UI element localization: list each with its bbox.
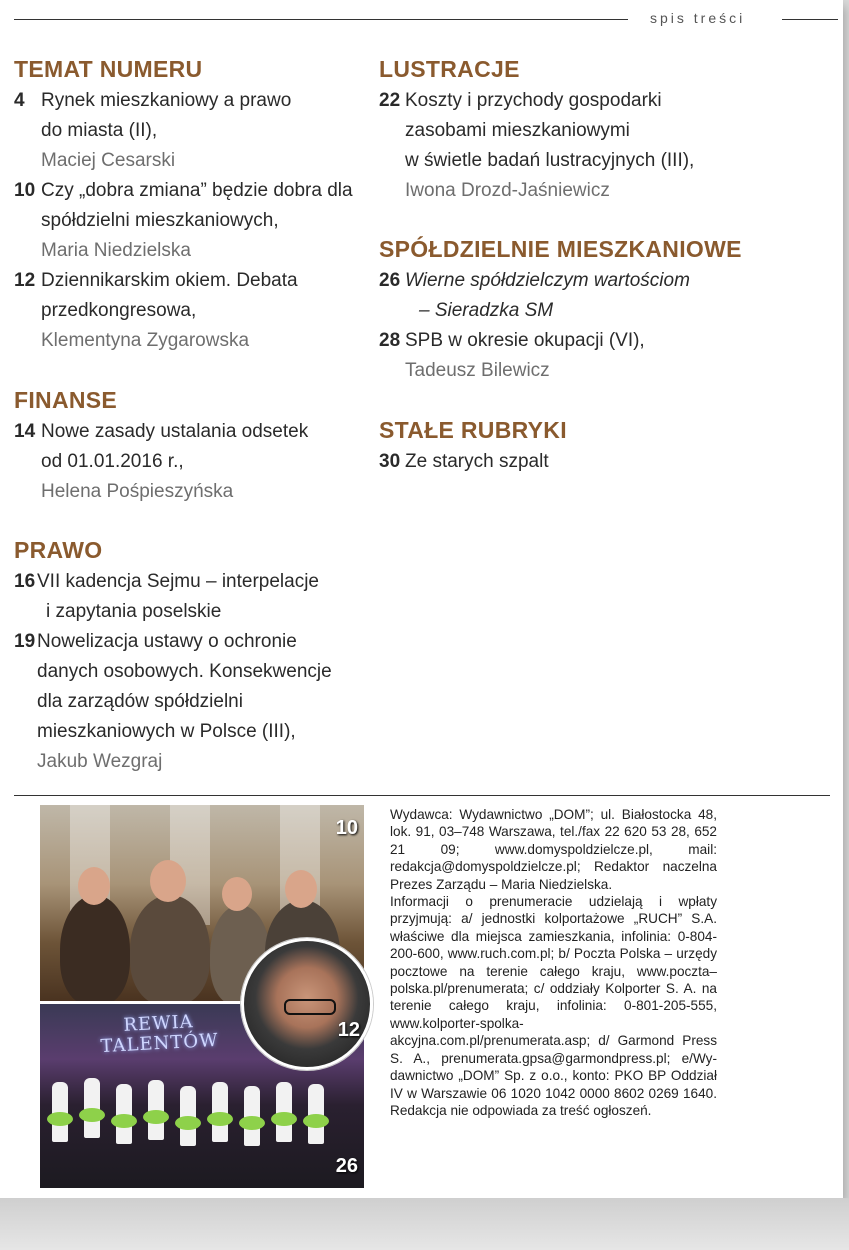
header-rule-right	[782, 19, 838, 20]
photo-page-number: 10	[335, 817, 358, 839]
page-number: 10	[14, 180, 36, 201]
photo-page-number: 12	[337, 1019, 360, 1041]
skirt-shape	[47, 1112, 73, 1126]
entry-title-line: danych osobowych. Konsekwencje	[37, 661, 332, 682]
page-number: 30	[379, 451, 401, 472]
toc-entry[interactable]	[14, 266, 298, 356]
colophon-subscription: Informacji o prenumeracie udzielają i wpłaty przyjmują: a/ jednostki kolportażowe „RUCH” S.A. właściwe dla miejsca zamieszkania, infolinia: 0-804-200-600, www.ruch.com.pl; b/ Poczta Polska – urzędy pocztowe na terenie całego kraju, www.poczta–polska.pl/prenumerata; c/ oddziały Kolporter S. A. na terenie całego kraju, infolinia: 0-801-205-555, www.kolporter-spolka-akcyjna.com.pl/prenumerata.asp; d/ Garmond Press S. A., prenumerata.gpsa@garmondpress.pl; e/Wydawnictwo „DOM” Sp. z o.o., konto: PKO BP Oddział IV w Warszawie 06 1020 1042 0000 8602 0269 1640. Redakcja nie odpowiada za treść ogłoszeń.	[390, 894, 717, 1118]
entry-author: Klementyna Zygarowska	[41, 330, 250, 351]
page-number: 12	[14, 270, 36, 291]
page-number: 4	[14, 90, 25, 111]
skirt-shape	[207, 1112, 233, 1126]
section-title-temat-numeru: TEMAT NUMERU	[14, 56, 203, 82]
entry-title-line: spółdzielni mieszkaniowych,	[41, 210, 279, 231]
entry-author: Iwona Drozd-Jaśniewicz	[405, 180, 610, 201]
section-title-stale-rubryki: STAŁE RUBRYKI	[379, 417, 567, 443]
face-shape	[78, 867, 110, 905]
entry-title-line: Nowe zasady ustalania odsetek	[41, 421, 309, 442]
page-number: 28	[379, 330, 401, 351]
skirt-shape	[111, 1114, 137, 1128]
toc-entry[interactable]	[14, 86, 291, 176]
skirt-shape	[175, 1116, 201, 1130]
page-number: 14	[14, 421, 36, 442]
page-number: 16	[14, 571, 36, 592]
colophon-publisher: Wydawca: Wydawnictwo „DOM”; ul. Białostocka 48, lok. 91, 03–748 Warszawa, tel./fax 22 620 53 28, 652 21 09; www.domyspoldzielcze.pl, mail: redakcja@domyspoldzielcze.pl; Redaktor naczelna Prezes Zarządu – Maria Niedzielska.	[390, 807, 717, 892]
toc-entry[interactable]	[379, 266, 690, 326]
entry-title-line: mieszkaniowych w Polsce (III),	[37, 721, 296, 742]
skirt-shape	[303, 1114, 329, 1128]
entry-title-line: dla zarządów spółdzielni	[37, 691, 243, 712]
face-shape	[222, 877, 252, 911]
section-divider	[14, 795, 830, 796]
page-number: 26	[379, 270, 401, 291]
photo-page-number: 26	[335, 1155, 358, 1177]
skirt-shape	[271, 1112, 297, 1126]
entry-author: Maria Niedzielska	[41, 240, 191, 261]
entry-title-line: w świetle badań lustracyjnych (III),	[405, 150, 695, 171]
photo-portrait	[241, 938, 373, 1070]
entry-author: Helena Pośpieszyńska	[41, 481, 234, 502]
toc-entry[interactable]	[379, 447, 549, 477]
page-header-title: spis treści	[650, 10, 746, 26]
toc-entry[interactable]	[14, 567, 319, 627]
page-shadow	[0, 1198, 849, 1250]
entry-title-line: Rynek mieszkaniowy a prawo	[41, 90, 292, 111]
toc-entry[interactable]	[379, 86, 694, 206]
face-shape	[285, 870, 317, 908]
skirt-shape	[239, 1116, 265, 1130]
skirt-shape	[143, 1110, 169, 1124]
entry-title-line: od 01.01.2016 r.,	[41, 451, 184, 472]
page-number: 22	[379, 90, 401, 111]
section-title-lustracje: LUSTRACJE	[379, 56, 520, 82]
toc-entry[interactable]	[14, 627, 332, 777]
section-title-finanse: FINANSE	[14, 387, 118, 413]
toc-entry[interactable]	[379, 326, 645, 386]
section-title-prawo: PRAWO	[14, 537, 103, 563]
entry-title-line: Wierne spółdzielczym wartościom	[405, 270, 690, 291]
person-shape	[130, 895, 210, 1001]
section-title-spoldzielnie: SPÓŁDZIELNIE MIESZKANIOWE	[379, 236, 742, 262]
entry-title-line: Nowelizacja ustawy o ochronie	[37, 631, 297, 652]
page-number: 19	[14, 631, 36, 652]
entry-title-line: do miasta (II),	[41, 120, 158, 141]
entry-title-line: przedkongresowa,	[41, 300, 197, 321]
entry-title-line: VII kadencja Sejmu – interpelacje	[37, 571, 319, 592]
entry-author: Jakub Wezgraj	[37, 751, 163, 772]
skirt-shape	[79, 1108, 105, 1122]
toc-entry[interactable]	[14, 176, 353, 266]
entry-author: Maciej Cesarski	[41, 150, 176, 171]
entry-title-line: i zapytania poselskie	[46, 601, 222, 622]
entry-title-line: Ze starych szpalt	[405, 451, 549, 472]
entry-title-line: Czy „dobra zmiana” będzie dobra dla	[41, 180, 353, 201]
entry-title-line: Koszty i przychody gospodarki	[405, 90, 662, 111]
entry-title-line: zasobami mieszkaniowymi	[405, 120, 630, 141]
header-rule-left	[14, 19, 628, 20]
publisher-colophon	[390, 806, 717, 1119]
banner-text	[99, 1011, 219, 1057]
person-shape	[60, 895, 130, 1001]
banner-line: REWIA	[122, 1011, 195, 1036]
entry-author: Tadeusz Bilewicz	[405, 360, 550, 381]
entry-title-line: SPB w okresie okupacji (VI),	[405, 330, 645, 351]
toc-entry[interactable]	[14, 417, 308, 507]
entry-title-line: Dziennikarskim okiem. Debata	[41, 270, 298, 291]
face-shape	[150, 860, 186, 902]
entry-title-line: – Sieradzka SM	[419, 300, 554, 321]
banner-line: TALENTÓW	[100, 1029, 220, 1058]
glasses-shape	[284, 999, 336, 1015]
